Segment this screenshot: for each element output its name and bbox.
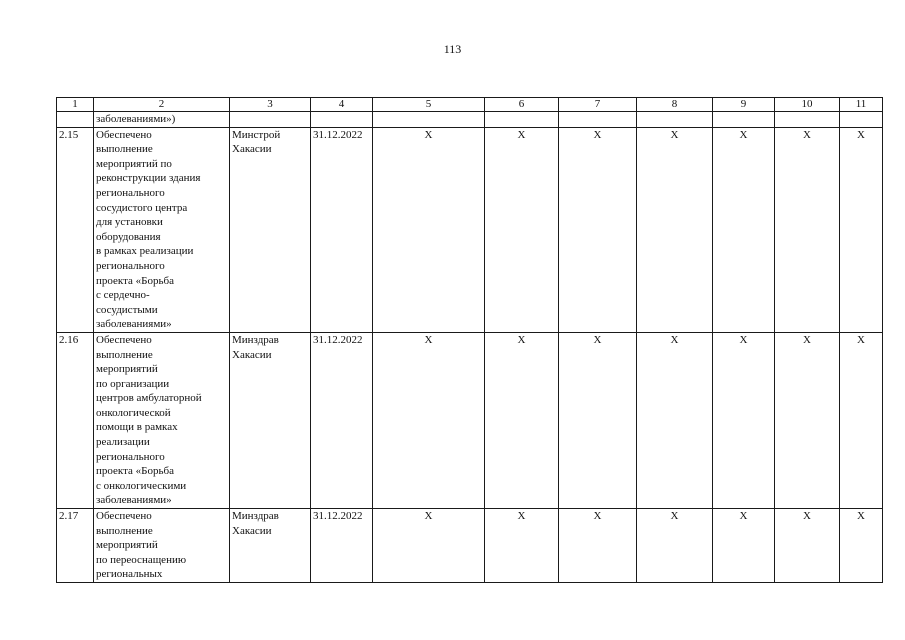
- description-line: проекта «Борьба: [96, 274, 174, 287]
- description-line: Обеспечено: [96, 128, 152, 141]
- description-line: мероприятий: [96, 539, 158, 552]
- continuation-row: [57, 112, 883, 128]
- table-row: [57, 127, 883, 332]
- table-row: [57, 509, 883, 583]
- column-number-8: 8: [637, 98, 713, 112]
- description-line: помощи в рамках: [96, 421, 178, 434]
- x-mark-cell: X: [775, 509, 840, 583]
- continuation-description: заболеваниями»): [94, 112, 230, 128]
- x-mark-cell: X: [559, 127, 637, 332]
- x-mark-cell: X: [713, 509, 775, 583]
- x-mark-cell: X: [637, 509, 713, 583]
- continuation-cell: [485, 112, 559, 128]
- description-line: с сердечно-: [96, 289, 150, 302]
- responsible-agency: [230, 332, 311, 508]
- description-line: проекта «Борьба: [96, 465, 174, 478]
- description-line: реализации: [96, 436, 150, 449]
- description-line: регионального: [96, 259, 165, 272]
- column-number-7: 7: [559, 98, 637, 112]
- column-number-4: 4: [311, 98, 373, 112]
- x-mark-cell: X: [559, 332, 637, 508]
- x-mark-cell: X: [373, 509, 485, 583]
- description-line: регионального: [96, 450, 165, 463]
- description-line: мероприятий по: [96, 157, 172, 170]
- continuation-cell: [230, 112, 311, 128]
- x-mark-cell: X: [373, 332, 485, 508]
- description-line: реконструкции здания: [96, 172, 201, 185]
- continuation-cell: [637, 112, 713, 128]
- description-line: регионального: [96, 186, 165, 199]
- responsible-line: Хакасии: [232, 348, 272, 361]
- page-number: 113: [443, 42, 462, 56]
- column-number-5: 5: [373, 98, 485, 112]
- responsible-line: Хакасии: [232, 143, 272, 156]
- x-mark-cell: X: [373, 127, 485, 332]
- responsible-line: Минздрав: [232, 333, 279, 346]
- continuation-cell: [311, 112, 373, 128]
- deadline-date: 31.12.2022: [311, 332, 373, 508]
- description-line: по организации: [96, 377, 170, 390]
- column-number-11: 11: [840, 98, 883, 112]
- responsible-agency: [230, 127, 311, 332]
- description-line: выполнение: [96, 348, 153, 361]
- x-mark-cell: X: [637, 332, 713, 508]
- column-number-10: 10: [775, 98, 840, 112]
- column-number-6: 6: [485, 98, 559, 112]
- continuation-cell: [840, 112, 883, 128]
- description-line: заболеваниями»: [96, 318, 172, 331]
- row-number: 2.15: [57, 127, 94, 332]
- x-mark-cell: X: [559, 509, 637, 583]
- measure-description: [94, 332, 230, 508]
- x-mark-cell: X: [713, 127, 775, 332]
- description-line: по переоснащению: [96, 553, 187, 566]
- x-mark-cell: X: [485, 127, 559, 332]
- responsible-agency: [230, 509, 311, 583]
- continuation-cell: [713, 112, 775, 128]
- x-mark-cell: X: [485, 332, 559, 508]
- column-number-1: 1: [57, 98, 94, 112]
- x-mark-cell: X: [775, 127, 840, 332]
- row-number: 2.16: [57, 332, 94, 508]
- x-mark-cell: X: [637, 127, 713, 332]
- description-line: онкологической: [96, 406, 171, 419]
- description-line: сосудистыми: [96, 303, 158, 316]
- description-line: для установки: [96, 216, 163, 229]
- deadline-date: 31.12.2022: [311, 127, 373, 332]
- column-number-2: 2: [94, 98, 230, 112]
- responsible-line: Минздрав: [232, 510, 279, 523]
- description-line: выполнение: [96, 524, 153, 537]
- responsible-line: Хакасии: [232, 524, 272, 537]
- description-line: выполнение: [96, 143, 153, 156]
- measure-description: [94, 127, 230, 332]
- description-line: с онкологическими: [96, 479, 187, 492]
- description-line: мероприятий: [96, 363, 158, 376]
- row-number: 2.17: [57, 509, 94, 583]
- continuation-cell: [775, 112, 840, 128]
- x-mark-cell: X: [713, 332, 775, 508]
- measure-description: [94, 509, 230, 583]
- deadline-date: 31.12.2022: [311, 509, 373, 583]
- measures-table: [56, 97, 883, 583]
- x-mark-cell: X: [775, 332, 840, 508]
- description-line: оборудования: [96, 230, 161, 243]
- continuation-cell: [559, 112, 637, 128]
- column-number-9: 9: [713, 98, 775, 112]
- column-number-row: [57, 98, 883, 112]
- description-line: в рамках реализации: [96, 245, 194, 258]
- continuation-num-cell: [57, 112, 94, 128]
- description-line: заболеваниями»: [96, 494, 172, 507]
- x-mark-cell: X: [840, 127, 883, 332]
- x-mark-cell: X: [485, 509, 559, 583]
- column-number-3: 3: [230, 98, 311, 112]
- responsible-line: Минстрой: [232, 128, 281, 141]
- description-line: центров амбулаторной: [96, 392, 202, 405]
- x-mark-cell: X: [840, 332, 883, 508]
- continuation-cell: [373, 112, 485, 128]
- description-line: Обеспечено: [96, 510, 152, 523]
- table-row: [57, 332, 883, 508]
- x-mark-cell: X: [840, 509, 883, 583]
- description-line: сосудистого центра: [96, 201, 188, 214]
- description-line: региональных: [96, 568, 163, 581]
- description-line: Обеспечено: [96, 333, 152, 346]
